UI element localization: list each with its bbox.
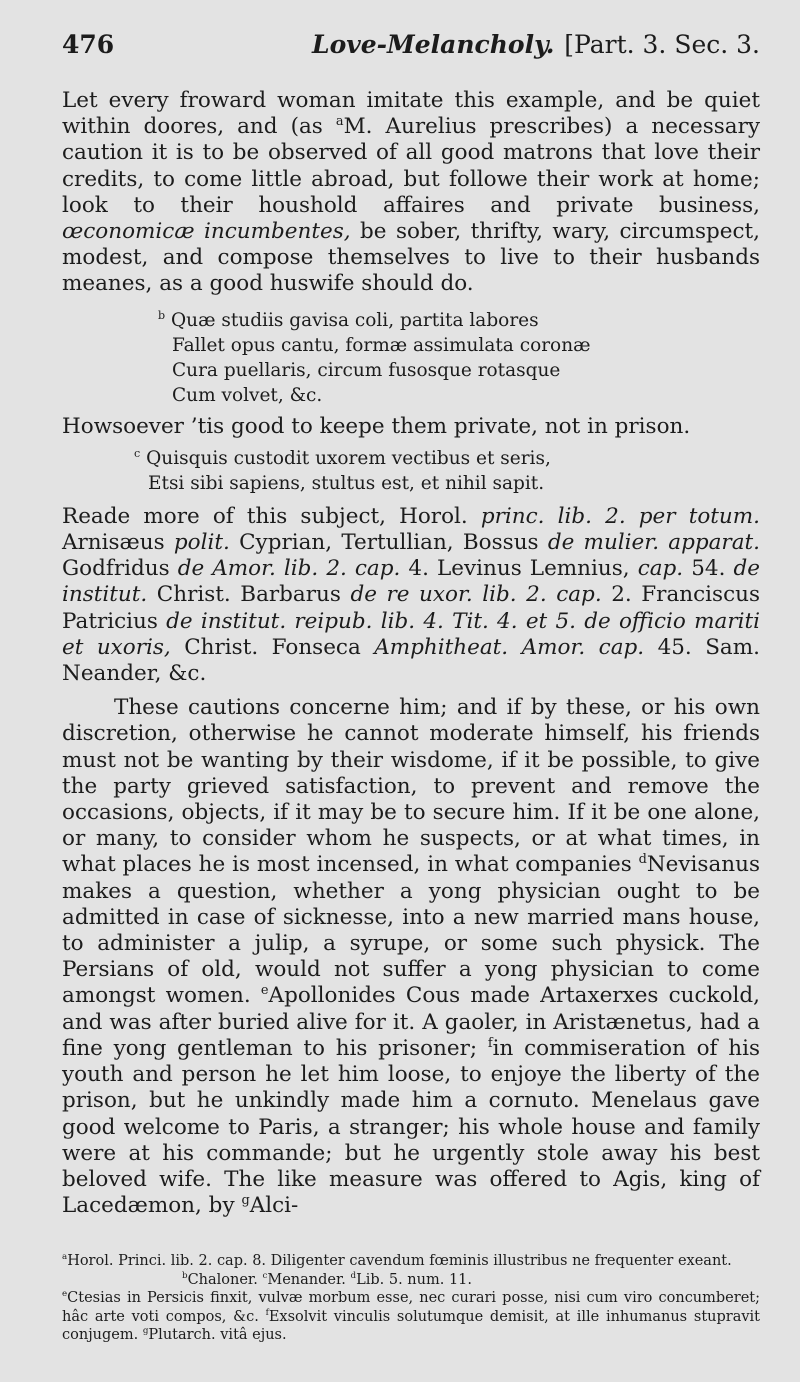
footnote-marker: a bbox=[62, 1252, 68, 1263]
running-title: Love-Melancholy. bbox=[312, 30, 555, 59]
footnote-marker: f bbox=[265, 1307, 269, 1318]
text-run: 2. Franciscus Patricius bbox=[62, 582, 760, 634]
footnote-ref-b: b bbox=[158, 308, 166, 322]
page-number: 476 bbox=[62, 30, 115, 59]
text-run: Christ. Fonseca bbox=[170, 634, 375, 660]
text-run: Nevisanus makes a question, whether a yong physician ought to be admitted in case of sicknesse, into a new married mans house, to administer a julip, a syrupe, or some such physick. The Persians of old, would not suffer a yong physician to come amongst women. bbox=[62, 852, 760, 1009]
footnote-b bbox=[182, 1272, 258, 1288]
italic-run: cap. bbox=[637, 556, 684, 582]
footnote-marker: b bbox=[182, 1270, 188, 1281]
italic-run: princ. lib. 2. per totum. bbox=[480, 503, 760, 529]
footnote-c bbox=[262, 1272, 345, 1288]
footnote-marker: c bbox=[262, 1270, 268, 1281]
text-run: 45. Sam. Neander, &c. bbox=[62, 634, 760, 687]
footnote-marker: e bbox=[62, 1289, 68, 1300]
verse-line: Cura puellaris, circum fusosque rotasque bbox=[172, 359, 561, 381]
footnote-ref-e: e bbox=[260, 983, 269, 999]
footnote-ref-g: g bbox=[241, 1192, 250, 1208]
paragraph-2: Howsoever ’tis good to keepe them private, not in prison. bbox=[62, 413, 691, 439]
verse-line: Quisquis custodit uxorem vectibus et seris, bbox=[146, 447, 551, 469]
footnote-text: Menander. bbox=[267, 1271, 346, 1288]
text-run: Apollonides Cous made Artaxerxes cuckold, and was after buried alive for it. A gaoler, in Aristænetus, had a fine yong gentleman to his prisoner; bbox=[62, 983, 760, 1061]
italic-run: polit. bbox=[173, 530, 230, 556]
footnote-text: Ctesias in Persicis finxit, vulvæ morbum esse, nec curari posse, nisi cum viro concumberet; hâc arte voti compos, &c. bbox=[62, 1290, 760, 1325]
paragraph-3 bbox=[62, 504, 760, 687]
text-run: M. Aurelius prescribes) a necessary caution it is to be observed of all good matrons that love their credits, to come little abroad, but followe their work at home; look to their houshold affaires and private business, bbox=[62, 114, 761, 218]
verse-line: Fallet opus cantu, formæ assimulata coronæ bbox=[172, 334, 591, 356]
italic-run: de re uxor. lib. 2. cap. bbox=[350, 582, 602, 608]
text-run: 4. Levinus Lemnius, bbox=[400, 556, 638, 582]
footnote-marker: g bbox=[142, 1326, 149, 1337]
text-run: Reade more of this subject, Horol. bbox=[62, 503, 481, 529]
footnote-ref-c: c bbox=[134, 446, 141, 460]
italic-run: œconomicæ incumbentes, bbox=[62, 219, 351, 245]
footnote-text: Horol. Princi. lib. 2. cap. 8. Diligenter cavendum fœminis illustribus ne frequenter exeant. bbox=[67, 1253, 732, 1269]
italic-run: de Amor. lib. 2. cap. bbox=[177, 556, 401, 582]
text-run: Godfridus bbox=[62, 556, 178, 582]
footnotes bbox=[62, 1252, 760, 1345]
verse-line: Etsi sibi sapiens, stultus est, et nihil sapit. bbox=[148, 472, 545, 494]
italic-run: de mulier. apparat. bbox=[547, 530, 761, 556]
footnote-ref-f: f bbox=[487, 1035, 493, 1051]
footnote-text: Lib. 5. num. 11. bbox=[356, 1271, 473, 1288]
italic-run: de institut. bbox=[62, 556, 760, 608]
text-run: Alci- bbox=[249, 1193, 299, 1219]
footnote-text: Chaloner. bbox=[187, 1271, 258, 1288]
footnote-f-text: Exsolvit vinculis solutumque demisit, at ille inhumanus stupravit conjugem. bbox=[62, 1308, 760, 1343]
text-run: Cyprian, Tertullian, Bossus bbox=[229, 530, 548, 556]
text-run: Let every froward woman imitate this example, and be quiet within doores, and (as bbox=[62, 88, 760, 140]
text-run: 54. bbox=[683, 556, 734, 582]
footnote-ref-a: a bbox=[335, 114, 344, 130]
footnote-marker: d bbox=[350, 1270, 357, 1281]
running-header bbox=[62, 30, 760, 70]
footnote-d bbox=[351, 1272, 472, 1288]
italic-run: de institut. reipub. lib. 4. Tit. 4. et 5. de officio mariti et uxoris, bbox=[62, 608, 760, 660]
verse-line: Quæ studiis gavisa coli, partita labores bbox=[171, 309, 539, 331]
verse-quote-2 bbox=[134, 446, 760, 496]
footnote-ref-d: d bbox=[638, 852, 647, 868]
paragraph-1 bbox=[62, 88, 760, 298]
verse-quote-1 bbox=[158, 308, 760, 408]
section-marker: [Part. 3. Sec. 3. bbox=[564, 30, 760, 59]
verse-line: Cum volvet, &c. bbox=[172, 384, 323, 406]
footnote-a bbox=[62, 1252, 760, 1271]
text-run: Arnisæus bbox=[62, 530, 174, 556]
footnote-row-bcd bbox=[62, 1271, 760, 1290]
paragraph-4 bbox=[62, 695, 760, 1219]
footnote-g-text: Plutarch. vitâ ejus. bbox=[148, 1327, 287, 1343]
text-run: Christ. Barbarus bbox=[147, 582, 351, 608]
text-run: These cautions concerne him; and if by these, or his own discretion, otherwise he cannot moderate himself, his friends must not be wanting by their wisdome, if it be possible, to give the party grieved satisfaction, to prevent and remove the occasions, objects, if it may be to secure him. If it be one alone, or many, to consider whom he suspects, or at what times, in what places he is most incensed, in what companies bbox=[62, 695, 760, 878]
main-text bbox=[62, 88, 760, 1219]
footnote-e bbox=[62, 1289, 760, 1345]
italic-run: Amphitheat. Amor. cap. bbox=[374, 634, 645, 660]
text-run: in commiseration of his youth and person he let him loose, to enjoye the liberty of the prison, but he unkindly made him a cornuto. Menelaus gave good welcome to Paris, a stranger; his whole house and family were at his commande; but he urgently stole away his best beloved wife. The like measure was offered to Agis, king of Lacedæmon, by bbox=[62, 1035, 760, 1219]
text-run: be sober, thrifty, wary, circumspect, modest, and compose themselves to live to their husbands meanes, as a good huswife should do. bbox=[62, 219, 760, 297]
